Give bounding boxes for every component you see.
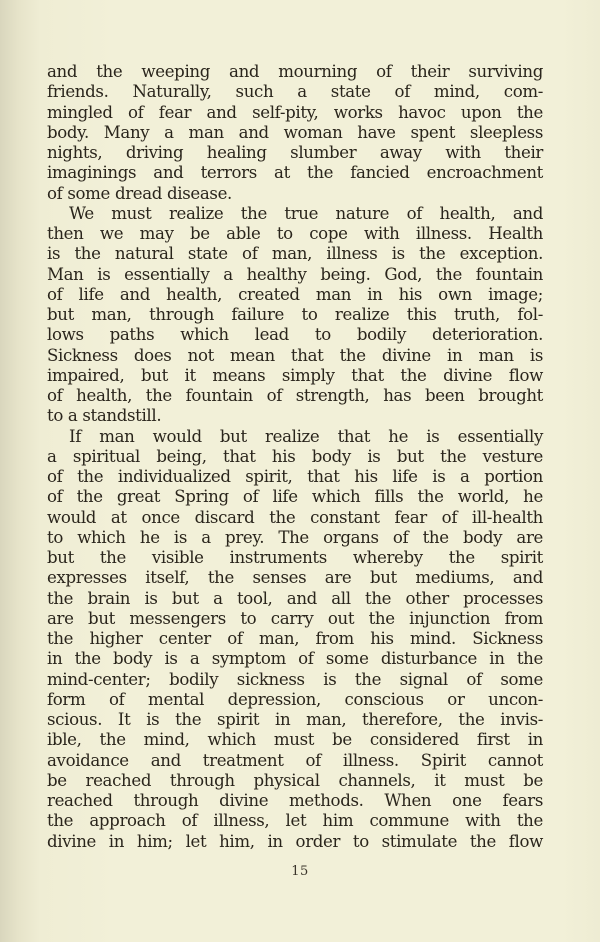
text-line: scious. It is the spirit in man, therefore, the invis- bbox=[47, 710, 543, 729]
text-line: of health, the fountain of strength, has been brought bbox=[47, 386, 543, 405]
text-line: then we may be able to cope with illness. Health bbox=[47, 224, 543, 243]
text-line: expresses itself, the senses are but mediums, and bbox=[47, 568, 543, 588]
text-line: the approach of illness, let him commune with the bbox=[47, 811, 543, 831]
text-line: in the body is a symptom of some disturbance in the bbox=[47, 649, 543, 669]
text-line: but the visible instruments whereby the spirit bbox=[47, 548, 543, 567]
text-line: of life and health, created man in his own image; bbox=[47, 284, 543, 304]
paragraph bbox=[47, 427, 543, 852]
text-line: is the natural state of man, illness is the exception. bbox=[47, 244, 543, 264]
text-line: a spiritual being, that his body is but the vesture bbox=[47, 446, 543, 466]
text-line: reached through divine methods. When one fears bbox=[47, 791, 543, 810]
text-line: are but messengers to carry out the injunction from bbox=[47, 608, 543, 628]
text-line: Man is essentially a healthy being. God, the fountain bbox=[47, 264, 543, 284]
paragraph bbox=[47, 204, 543, 427]
text-line: Sickness does not mean that the divine in man is bbox=[47, 345, 543, 365]
text-line: nights, driving healing slumber away with their bbox=[47, 143, 543, 162]
paragraph bbox=[47, 62, 543, 204]
text-line: avoidance and treatment of illness. Spirit cannot bbox=[47, 750, 543, 770]
text-line: lows paths which lead to bodily deterioration. bbox=[47, 325, 543, 345]
body-text bbox=[47, 62, 543, 852]
text-line: and the weeping and mourning of their surviving bbox=[47, 62, 543, 81]
text-line: to a standstill. bbox=[47, 406, 162, 426]
page-number: 15 bbox=[291, 864, 309, 879]
text-line: impaired, but it means simply that the divine flow bbox=[47, 365, 543, 385]
text-line: mind-center; bodily sickness is the signal of some bbox=[47, 669, 543, 689]
text-line: form of mental depression, conscious or uncon- bbox=[47, 689, 543, 709]
text-line: of the great Spring of life which fills the world, he bbox=[47, 487, 543, 507]
text-line: of the individualized spirit, that his life is a portion bbox=[47, 467, 543, 486]
text-line: mingled of fear and self-pity, works havoc upon the bbox=[47, 102, 543, 122]
text-line: We must realize the true nature of health, and bbox=[69, 203, 543, 223]
text-line: If man would but realize that he is essentially bbox=[69, 426, 543, 446]
text-line: ible, the mind, which must be considered first in bbox=[47, 730, 543, 750]
text-line: be reached through physical channels, it must be bbox=[47, 770, 543, 790]
text-line: of some dread disease. bbox=[47, 183, 232, 203]
text-line: would at once discard the constant fear of ill-health bbox=[47, 507, 543, 527]
text-line: the higher center of man, from his mind. Sickness bbox=[47, 629, 543, 648]
text-line: to which he is a prey. The organs of the body are bbox=[47, 527, 543, 547]
text-line: friends. Naturally, such a state of mind, com- bbox=[47, 82, 543, 102]
text-line: divine in him; let him, in order to stimulate the flow bbox=[47, 831, 543, 851]
text-line: but man, through failure to realize this truth, fol- bbox=[47, 305, 543, 324]
text-line: the brain is but a tool, and all the other processes bbox=[47, 588, 543, 608]
text-line: imaginings and terrors at the fancied encroachment bbox=[47, 163, 543, 183]
text-line: body. Many a man and woman have spent sleepless bbox=[47, 122, 543, 142]
